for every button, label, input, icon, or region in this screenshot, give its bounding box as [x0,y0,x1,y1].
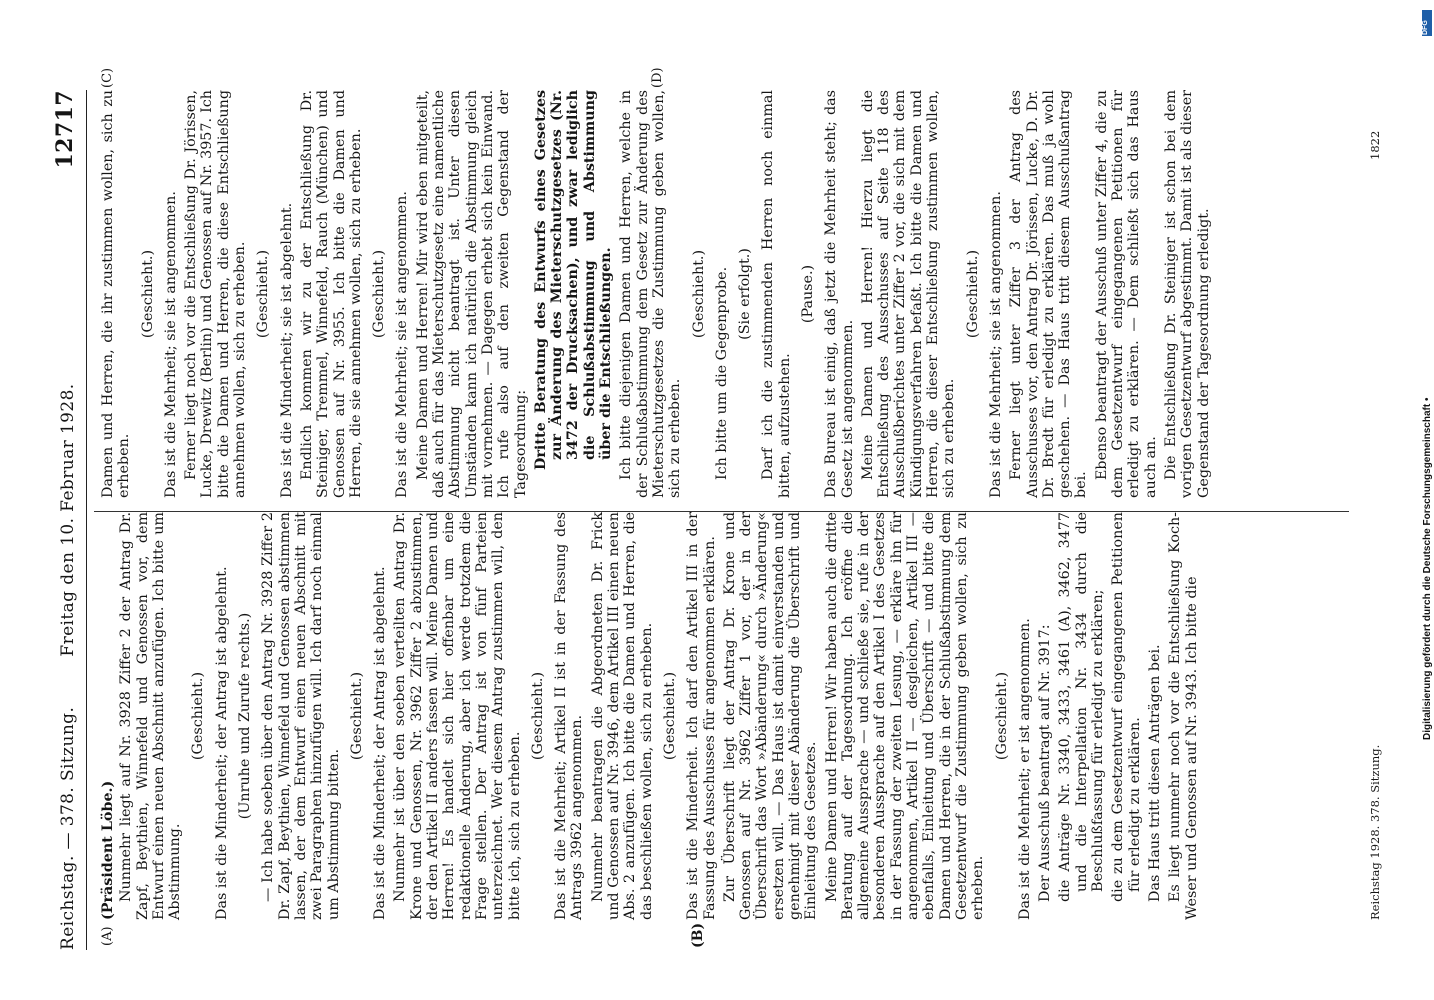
margin-marker-c: (C) [100,67,115,88]
paragraph: Das ist die Minderheit. Ich darf den Artikel III in der Fassung des Ausschusses für angenommen erklären. [685,512,718,920]
paragraph: Der Ausschuß beantragt auf Nr. 3917: [1037,624,1054,902]
list-item: die Anträge Nr. 3340, 3433, 3461 (A), 3462, 3477 und die Interpellation Nr. 3434 durch die Beschlußfassung für erledigt zu erklären; [1057,512,1107,902]
paragraph: Damen und Herren, die ihr zustimmen wollen, sich zu erheben. [100,90,133,498]
paragraph: Ich bitte diejenigen Damen und Herren, welche in der Schlußabstimmung dem Gesetz zur Änderung des Mieterschutzgesetzes die Zustimmung geben wollen, sich zu erheben. [618,90,684,498]
stage-direction: (Geschieht.) [690,249,707,339]
dfg-logo-icon [1422,10,1432,36]
stage-direction: (Geschieht.) [529,671,546,761]
paragraph: Das ist die Mehrheit; er ist angenommen. [1016,618,1033,920]
stage-direction: (Geschieht.) [371,249,388,339]
paragraph: Das ist die Mehrheit; sie ist angenommen. [394,191,411,498]
paragraph: Darf ich die zustimmenden Herren noch einmal bitten, aufzustehen. [760,90,793,498]
paragraph: Das ist die Mehrheit; Artikel II ist in der Fassung des Antrags 3962 angenommen. [553,512,586,920]
paragraph: Ferner liegt unter Ziffer 3 der Antrag des Ausschusses vor, den Antrag Dr. Jörissen, Lucke, D. Dr. Dr. Bredt für erledigt zu erklären. Das muß ja wohl geschehen. — Das Haus tritt diesem Ausschußantrag bei. [1008,90,1090,498]
paragraph: Ferner liegt noch vor die Entschließung Dr. Jörissen, Lucke, Drewitz (Berlin) und Genossen auf Nr. 3957. Ich bitte die Damen und Herren, die diese Entschließung annehmen wollen, sich zu erheben. [183,90,249,498]
paragraph: Zur Überschrift liegt der Antrag Dr. Krone und Genossen auf Nr. 3962 Ziffer 1 vor, der in der Überschrift das Wort »Abänderung« durch »Änderung« ersetzen will. — Das Haus ist damit einverstanden und genehmigt mit dieser Abänderung die Überschrift und Einleitung des Gesetzes. [721,512,820,920]
paragraph: Meine Damen und Herren! Hierzu liegt die Entschließung des Ausschusses auf Seite 118 des Ausschußberichtes unter Ziffer 2 vor, die sich mit dem Kündigungsverfahren befaßt. Ich bitte die Damen und Herren, die dieser Entschließung zustimmen wollen, sich zu erheben. [859,90,958,498]
paragraph: Das Haus tritt diesen Anträgen bei. [1146,644,1163,902]
speaker-label: (Präsident Löbe.) [100,780,116,920]
paragraph: Nunmehr liegt auf Nr. 3928 Ziffer 2 der Antrag Dr. Zapf, Beythien, Winnefeld und Genossen vor, dem Entwurf einen neuen Abschnitt anzufügen. Ich bitte um Abstimmung. [118,512,184,920]
page-header [50,90,87,950]
stage-direction: (Geschieht.) [993,671,1010,761]
paragraph: Ebenso beantragt der Ausschuß unter Ziffer 4, die zu dem Gesetzentwurf eingegangenen Petitionen für erledigt zu erklären. — Dem schließt sich das Haus auch an. [1093,90,1159,498]
paragraph: Das ist die Mehrheit; sie ist angenommen. [162,191,179,498]
paragraph: Es liegt nunmehr noch vor die Entschließung Koch-Weser und Genossen auf Nr. 3943. Ich bitte die [1167,512,1200,920]
stage-direction: (Geschieht.) [255,249,272,339]
paragraph: — Ich habe soeben über den Antrag Nr. 3928 Ziffer 2 Dr. Zapf, Beythien, Winnefeld und Genossen abstimmen lassen, der dem Entwurf einen neuen Abschnitt mit zwei Paragraphen hinzufügen will. Ich darf noch einmal um Abstimmung bitten. [260,512,342,920]
margin-marker-a: (A) [100,926,115,946]
paragraph: Das ist die Minderheit; sie ist abgelehnt. [278,202,295,498]
stage-direction: (Sie erfolgt.) [737,248,754,340]
stage-direction: (Geschieht.) [190,671,207,761]
paragraph: Das ist die Minderheit; der Antrag ist abgelehnt. [372,566,389,920]
paragraph: Ich bitte um die Gegenprobe. [713,266,730,480]
header-date: Freitag den 10. Februar 1928. [58,383,78,657]
dfg-logo-text: DFG [1422,20,1429,35]
column-right [100,90,1216,498]
page-number: 12717 [52,90,78,169]
agenda-item: Dritte Beratung des Entwurfs eines Gesetzes zur Änderung des Mieterschutzgesetzes (Nr. 3472 der Drucksachen), und zwar lediglich die Schlußabstimmung und Abstimmung über die Entschließungen. [532,90,615,470]
paragraph: Nunmehr ist über den soeben verteilten Antrag Dr. Krone und Genossen, Nr. 3962 Ziffer 2 abzustimmen, der den Artikel II anders fassen will. Meine Damen und Herren! Es handelt sich hier offenbar um eine redaktionelle Änderung, aber ich werde trotzdem die Frage stellen. Der Antrag ist von fünf Parteien unterzeichnet. Wer diesem Antrag zustimmen will, den bitte ich, sich zu erheben. [392,512,523,920]
paragraph: Das ist die Mehrheit; sie ist angenommen. [987,191,1004,498]
paragraph: Die Entschließung Dr. Steiniger ist schon bei dem vorigen Gesetzentwurf abgestimmt. Damit ist als dieser Gegenstand der Tagesordnung erledigt. [1162,90,1212,498]
digitization-credit: Digitalisierung gefördert durch die Deutsche Forschungsgemeinschaft • [1422,397,1433,740]
footer-signature-mark: 1822 [1368,130,1382,160]
stage-direction: (Geschieht.) [661,671,678,761]
paragraph: Meine Damen und Herren! Wir haben auch die dritte Beratung auf der Tagesordnung. Ich eröffne die allgemeine Aussprache — und schließe sie, rufe in der besonderen Aussprache auf den Artikel I des Gesetzes in der Fassung der zweiten Lesung, — erkläre ihn für angenommen, Artikel II — desgleichen, Artikel III — ebenfalls, Einleitung und Überschrift — und bitte die Damen und Herren, die in der Schlußabstimmung dem Gesetzentwurf die Zustimmung geben wollen, sich zu erheben. [823,512,987,920]
stage-direction: (Geschieht.) [964,249,981,339]
paragraph: Das Bureau ist einig, daß jetzt die Mehrheit steht; das Gesetz ist angenommen. [823,90,856,498]
paragraph: Endlich kommen wir zu der Entschließung Dr. Steiniger, Tremmel, Winnefeld, Rauch (München) und Genossen auf Nr. 3955. Ich bitte die Damen und Herren, die sie annehmen wollen, sich zu erheben. [298,90,364,498]
column-left [100,512,1204,920]
stage-direction: (Geschieht.) [348,671,365,761]
stage-direction: (Geschieht.) [139,249,156,339]
footer-left: Reichstag 1928. 378. Sitzung. [1368,744,1382,920]
list-item: die zu dem Gesetzentwurf eingegangenen Petitionen für erledigt zu erklären. [1110,512,1143,902]
margin-marker-b: (B) [690,922,706,948]
header-left: Reichstag. — 378. Sitzung. [58,706,78,950]
paragraph: Das ist die Minderheit; der Antrag ist abgelehnt. [213,566,230,920]
document-page [50,67,1410,950]
stage-direction: (Pause.) [799,264,816,324]
stage-direction: (Unruhe und Zurufe rechts.) [237,612,254,820]
paragraph: Nunmehr beantragen die Abgeordneten Dr. Frick und Genossen auf Nr. 3946, dem Artikel III einen neuen Abs. 2 anzufügen. Ich bitte die Damen und Herren, die das beschließen wollen, sich zu erheben. [589,512,655,920]
paragraph: Meine Damen und Herren! Mir wird eben mitgeteilt, daß auch für das Mieterschutzgesetz eine namentliche Abstimmung nicht beantragt ist. Unter diesen Umständen kann ich natürlich die Abstimmung gleich mit vornehmen. — Dagegen erhebt sich kein Einwand. Ich rufe also auf den zweiten Gegenstand der Tagesordnung: [414,90,529,498]
margin-marker-d: (D) [650,67,665,88]
